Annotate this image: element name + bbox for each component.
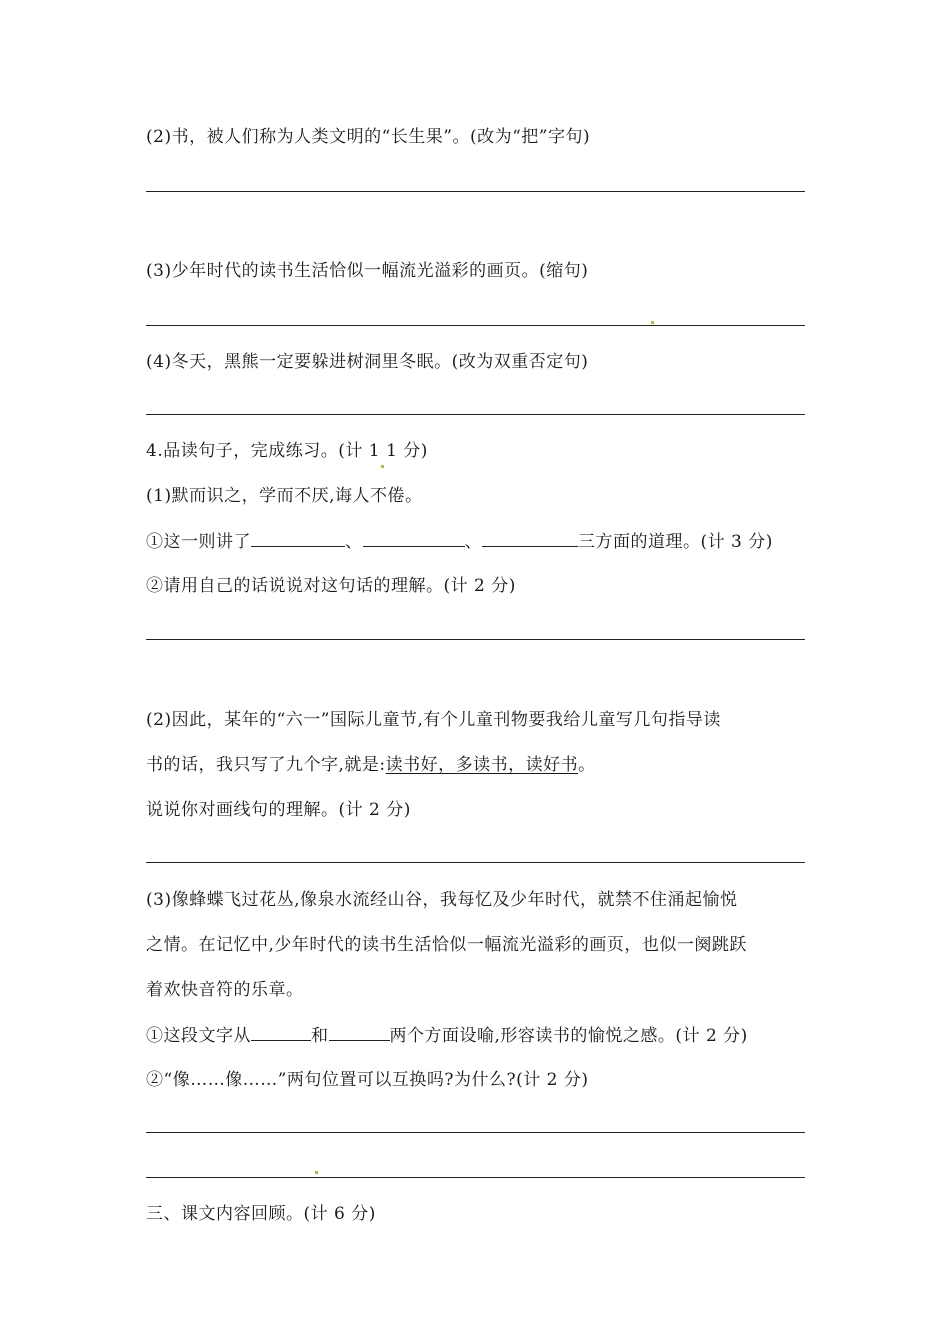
- answer-line-3-3[interactable]: [146, 325, 805, 326]
- part-2-question: 说说你对画线句的理解。(计 2 分): [146, 800, 411, 820]
- question-3-2-prompt: (2)书，被人们称为人类文明的“长生果”。(改为“把”字句): [146, 127, 591, 147]
- section-3-heading: 三、课文内容回顾。(计 6 分): [146, 1204, 376, 1224]
- fill-blank-5[interactable]: [329, 1024, 390, 1041]
- part-2-line1: (2)因此，某年的“六一”国际儿童节,有个儿童刊物要我给儿童写几句指导读: [146, 710, 721, 730]
- part-2-line2: [146, 754, 596, 776]
- answer-line-3-2[interactable]: [146, 191, 805, 192]
- question-4-heading-text: 4.品读句子，完成练习。(计 1: [146, 441, 381, 461]
- answer-line-3-4[interactable]: [146, 414, 805, 415]
- part-2-line2-suffix: 。: [578, 755, 596, 775]
- question-4-heading-score: 1 分): [386, 441, 428, 461]
- part-1-sub1: [146, 530, 773, 553]
- fill-blank-4[interactable]: [251, 1024, 311, 1041]
- part-3-sub2: ②“像……像……”两句位置可以互换吗?为什么?(计 2 分): [146, 1070, 589, 1090]
- question-3-4-prompt: (4)冬天，黑熊一定要躲进树洞里冬眠。(改为双重否定句): [146, 352, 589, 372]
- part-1-sub1-sep1: 、: [345, 532, 363, 552]
- speck-mark: [651, 321, 654, 324]
- part-1-sub1-prefix: ①这一则讲了: [146, 532, 251, 552]
- answer-line-4-3a[interactable]: [146, 1132, 805, 1133]
- part-3-sub1-suffix: 两个方面设喻,形容读书的愉悦之感。(计 2 分): [389, 1026, 748, 1046]
- fill-blank-1[interactable]: [251, 530, 345, 547]
- speck-mark: [315, 1171, 318, 1174]
- answer-line-4-2[interactable]: [146, 862, 805, 863]
- part-1-sub2: ②请用自己的话说说对这句话的理解。(计 2 分): [146, 576, 516, 596]
- part-3-sub1: [146, 1024, 748, 1047]
- fill-blank-3[interactable]: [482, 530, 578, 547]
- answer-line-4-1[interactable]: [146, 639, 805, 640]
- part-1-quote: (1)默而识之，学而不厌,诲人不倦。: [146, 486, 423, 506]
- fill-blank-2[interactable]: [363, 530, 465, 547]
- answer-line-4-3b[interactable]: [146, 1177, 805, 1178]
- part-2-line2-prefix: 书的话，我只写了九个字,就是:: [146, 755, 386, 775]
- part-1-sub1-sep2: 、: [464, 532, 482, 552]
- part-3-line2: 之情。在记忆中,少年时代的读书生活恰似一幅流光溢彩的画页，也似一阕跳跃: [146, 935, 747, 955]
- part-3-sub1-prefix: ①这段文字从: [146, 1026, 251, 1046]
- underlined-sentence: 读书好，多读书，读好书: [385, 755, 579, 775]
- part-1-sub1-suffix: 三方面的道理。(计 3 分): [578, 532, 773, 552]
- part-3-sub1-mid: 和: [311, 1026, 329, 1046]
- part-3-line1: (3)像蜂蝶飞过花丛,像泉水流经山谷，我每忆及少年时代，就禁不住涌起愉悦: [146, 890, 738, 910]
- question-4-heading: [146, 440, 428, 462]
- question-3-3-prompt: (3)少年时代的读书生活恰似一幅流光溢彩的画页。(缩句): [146, 261, 589, 281]
- part-3-line3: 着欢快音符的乐章。: [146, 980, 304, 1000]
